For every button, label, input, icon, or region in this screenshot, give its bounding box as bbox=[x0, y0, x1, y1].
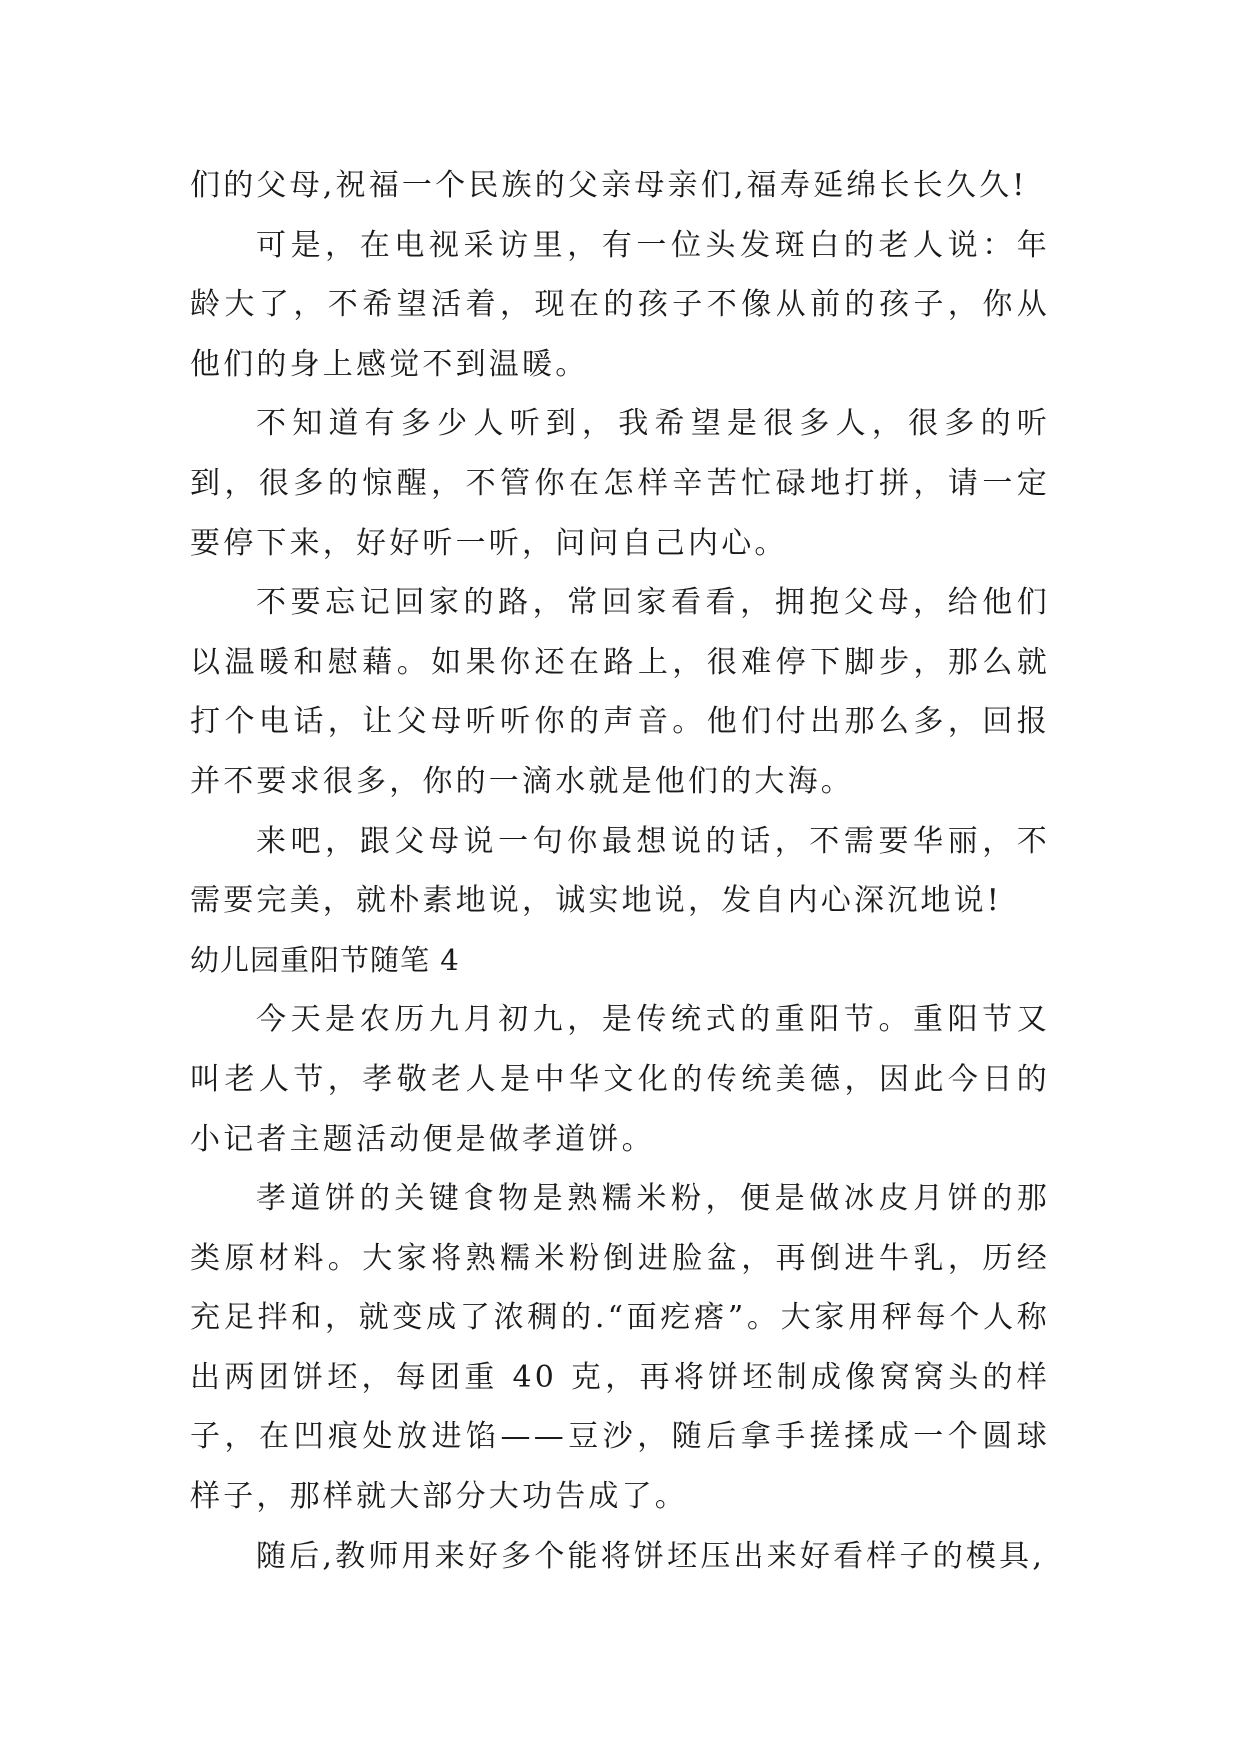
paragraph-2: 可是，在电视采访里，有一位头发斑白的老人说：年龄大了，不希望活着，现在的孩子不像从前的孩子，你从他们的身上感觉不到温暖。 bbox=[190, 227, 1050, 382]
paragraph-8: 随后,教师用来好多个能将饼坯压出来好看样子的模具, bbox=[256, 1538, 1046, 1574]
paragraph-7: 孝道饼的关键食物是熟糯米粉，便是做冰皮月饼的那类原材料。大家将熟糯米粉倒进脸盆，再倒进牛乳，历经充足拌和，就变成了浓稠的.“面疙瘩”。大家用秤每个人称出两团饼坯，每团重 40 克，再将饼坯制成像窝窝头的样子，在凹痕处放进馅——豆沙，随后拿手搓揉成一个圆球样子，那样就大部分大功告成了。 bbox=[190, 1181, 1050, 1515]
paragraph-1: 们的父母,祝福一个民族的父亲母亲们,福寿延绵长长久久! bbox=[190, 168, 1028, 203]
paragraph-4: 不要忘记回家的路，常回家看看，拥抱父母，给他们以温暖和慰藉。如果你还在路上，很难停下脚步，那么就打个电话，让父母听听你的声音。他们付出那么多，回报并不要求很多，你的一滴水就是他们的大海。 bbox=[190, 585, 1050, 799]
section-heading: 幼儿园重阳节随笔 4 bbox=[190, 942, 460, 977]
document-body bbox=[190, 156, 1050, 1586]
paragraph-3: 不知道有多少人听到，我希望是很多人，很多的听到，很多的惊醒，不管你在怎样辛苦忙碌地打拼，请一定要停下来，好好听一听，问问自己内心。 bbox=[190, 406, 1050, 561]
paragraph-5: 来吧，跟父母说一句你最想说的话，不需要华丽，不需要完美，就朴素地说，诚实地说，发自内心深沉地说! bbox=[190, 823, 1050, 919]
paragraph-6: 今天是农历九月初九，是传统式的重阳节。重阳节又叫老人节，孝敬老人是中华文化的传统美德，因此今日的小记者主题活动便是做孝道饼。 bbox=[190, 1002, 1050, 1157]
